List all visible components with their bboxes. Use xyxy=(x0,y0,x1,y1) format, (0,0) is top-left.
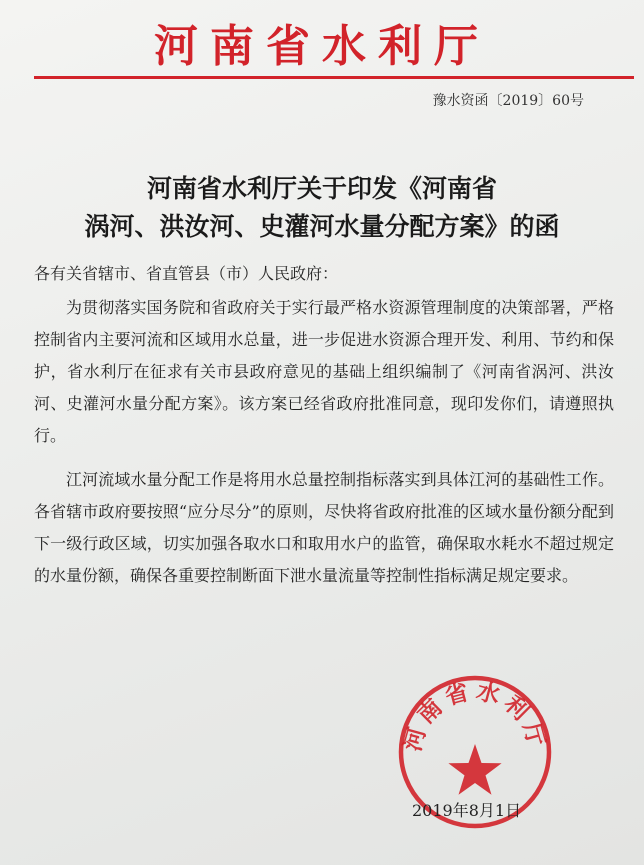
issue-date: 2019年8月1日 xyxy=(412,801,522,820)
document-title xyxy=(0,170,644,246)
document-title-line-1: 河南省水利厅关于印发《河南省 xyxy=(146,174,497,203)
letterhead-title: 河南省水利厅 xyxy=(154,21,490,72)
salutation: 各有关省辖市、省直管县（市）人民政府： xyxy=(34,264,339,283)
document-number: 豫水资函〔2019〕60号 xyxy=(432,93,584,109)
body-paragraph-1: 为贯彻落实国务院和省政府关于实行最严格水资源管理制度的决策部署，严格控制省内主要河流和区域用水总量，进一步促进水资源合理开发、利用、节约和保护，省水利厅在征求有关市县政府意见的基础上组织编制了《河南省涡河、洪汝河、史灌河水量分配方案》。该方案已经省政府批准同意，现印发你们，请遵照执行。 xyxy=(34,298,614,445)
svg-text:河南省水利厅 xyxy=(400,678,550,754)
letterhead-rule xyxy=(34,76,634,79)
seal-star-icon xyxy=(448,744,501,795)
document-title-line-2: 涡河、洪汝河、史灌河水量分配方案》的函 xyxy=(84,212,560,241)
body-text xyxy=(34,292,614,604)
seal-text: 河南省水利厅 xyxy=(399,678,551,755)
body-paragraph-2: 江河流域水量分配工作是将用水总量控制指标落实到具体江河的基础性工作。各省辖市政府要按照“应分尽分”的原则，尽快将省政府批准的区域水量份额分配到下一级行政区域，切实加强各取水口和取用水户的监管，确保取水耗水不超过规定的水量份额，确保各重要控制断面下泄水量流量等控制性指标满足规定要求。 xyxy=(34,470,614,585)
